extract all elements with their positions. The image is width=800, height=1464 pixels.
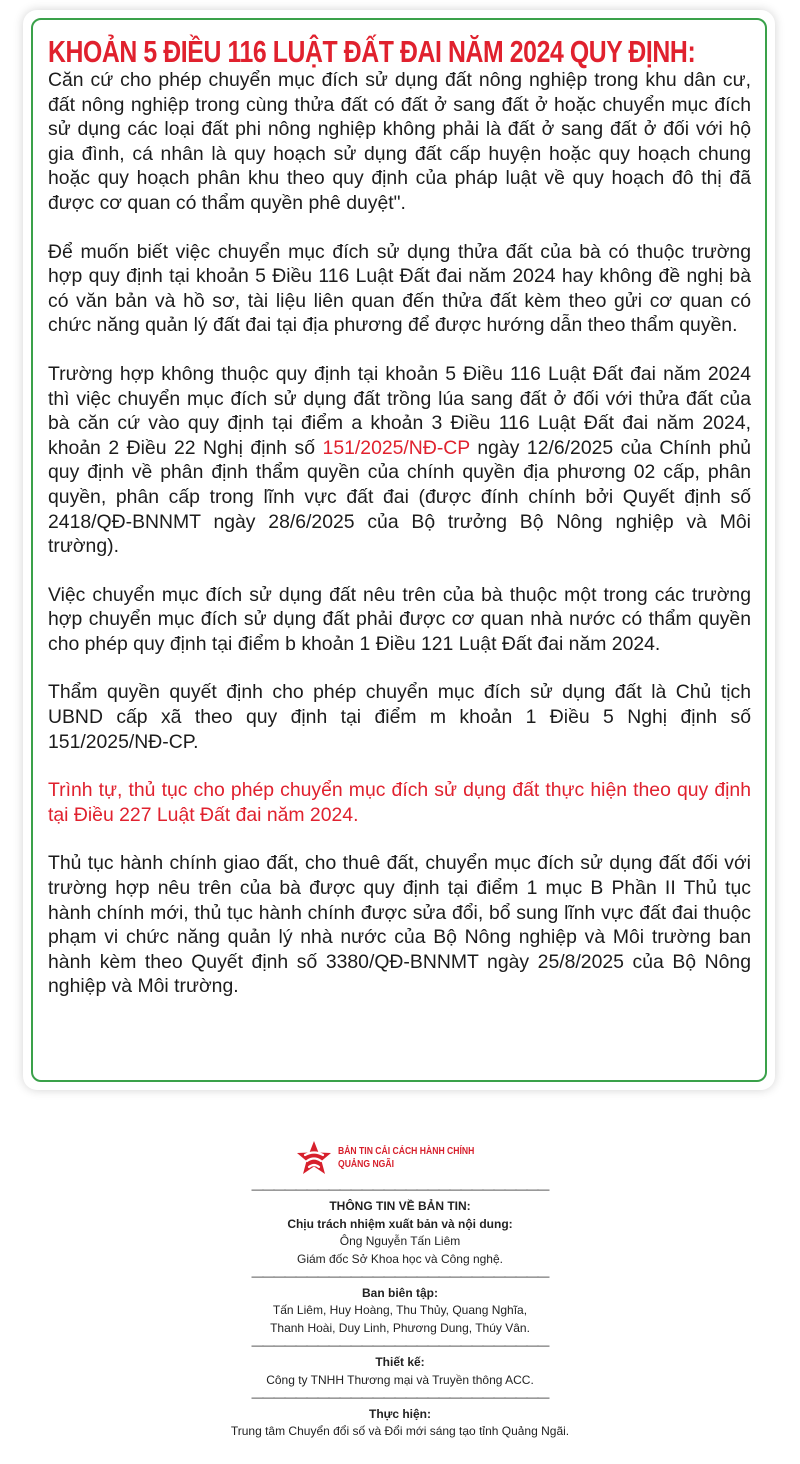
paragraph-guidance: Để muốn biết việc chuyển mục đích sử dụng thửa đất của bà có thuộc trường hợp quy định tại khoản 5 Điều 116 Luật Đất đai năm 2024 hay không đề nghị bà có văn bản và hồ sơ, tài liệu liên quan đến thửa đất kèm theo gửi cơ quan có chức năng quản lý đất đai tại địa phương để được hướng dẫn theo thẩm quyền. xyxy=(48,240,751,337)
footer-divider: ——————————————————————————— xyxy=(251,1182,549,1197)
star-emblem-icon xyxy=(296,1140,332,1176)
editorial-members-line1: Tấn Liêm, Huy Hoàng, Thu Thủy, Quang Nghĩa, xyxy=(272,1303,528,1318)
design-value: Công ty TNHH Thương mại và Truyền thông ACC. xyxy=(266,1372,534,1387)
section-heading: KHOẢN 5 ĐIỀU 116 LUẬT ĐẤT ĐAI NĂM 2024 QUY ĐỊNH: xyxy=(48,34,696,69)
paragraph-other-case-text: Trường hợp không thuộc quy định tại khoản 5 Điều 116 Luật Đất đai năm 2024 thì việc chuyển mục đích sử dụng đất trồng lúa sang đất ở đối với thửa đất của bà căn cứ vào quy định tại điểm a khoản 3 Điều 116 Luật Đất đai năm 2024, khoản 2 Điều 22 Nghị định số xyxy=(48,362,751,459)
paragraph-procedure-highlight: Trình tự, thủ tục cho phép chuyển mục đích sử dụng đất thực hiện theo quy định tại Điều 227 Luật Đất đai năm 2024. xyxy=(48,779,751,826)
content-card xyxy=(31,18,767,1082)
responsible-name: Ông Nguyễn Tấn Liêm xyxy=(339,1234,461,1249)
newsletter-logo xyxy=(296,1138,504,1178)
info-title: THÔNG TIN VỀ BẢN TIN: xyxy=(329,1199,471,1214)
execution-label: Thực hiện: xyxy=(368,1407,432,1422)
editorial-label: Ban biên tập: xyxy=(361,1286,438,1301)
paragraph-other-case-text-end: ngày 12/6/2025 của Chính phủ quy định về phân định thẩm quyền của chính quyền địa phương 02 cấp, phân quyền, phân cấp trong lĩnh vực đất đai (được đính chính bởi Quyết định số 2418/QĐ-BNNMT ngày 28/6/2025 của Bộ trưởng Bộ Nông nghiệp và Môi trường). xyxy=(48,436,752,558)
decree-link[interactable]: 151/2025/NĐ-CP xyxy=(322,436,470,459)
responsible-label: Chịu trách nhiệm xuất bản và nội dung: xyxy=(287,1216,513,1231)
editorial-members-line2: Thanh Hoài, Duy Linh, Phương Dung, Thúy Vân. xyxy=(270,1320,530,1335)
responsible-role: Giám đốc Sở Khoa học và Công nghệ. xyxy=(297,1251,503,1266)
newsletter-footer xyxy=(0,1138,800,1441)
logo-text-line1: BẢN TIN CẢI CÁCH HÀNH CHÍNH xyxy=(337,1145,475,1157)
paragraph-admin-procedure: Thủ tục hành chính giao đất, cho thuê đất, chuyển mục đích sử dụng đất đối với trường hợp nêu trên của bà được quy định tại điểm 1 mục B Phần II Thủ tục hành chính mới, thủ tục hành chính được sửa đổi, bổ sung lĩnh vực đất đai thuộc phạm vi chức năng quản lý nhà nước của Bộ Nông nghiệp và Môi trường ban hành kèm theo Quyết định số 3380/QĐ-BNNMT ngày 25/8/2025 của Bộ Nông nghiệp và Môi trường. xyxy=(48,852,751,998)
footer-divider: ——————————————————————————— xyxy=(251,1269,549,1284)
footer-divider: ——————————————————————————— xyxy=(251,1390,549,1405)
logo-text-line2: QUẢNG NGÃI xyxy=(337,1158,394,1170)
logo-text xyxy=(338,1145,474,1171)
footer-divider: ——————————————————————————— xyxy=(251,1338,549,1353)
design-label: Thiết kế: xyxy=(375,1355,425,1370)
paragraph-other-case xyxy=(48,362,751,559)
paragraph-authority: Thẩm quyền quyết định cho phép chuyển mục đích sử dụng đất là Chủ tịch UBND cấp xã theo quy định tại điểm m khoản 1 Điều 5 Nghị định số 151/2025/NĐ-CP. xyxy=(48,681,751,753)
execution-value: Trung tâm Chuyển đổi số và Đổi mới sáng tạo tỉnh Quảng Ngãi. xyxy=(230,1424,570,1439)
paragraph-permission-case: Việc chuyển mục đích sử dụng đất nêu trên của bà thuộc một trong các trường hợp chuyển mục đích sử dụng đất phải được cơ quan nhà nước có thẩm quyền cho phép quy định tại điểm b khoản 1 Điều 121 Luật Đất đai năm 2024. xyxy=(48,583,751,655)
paragraph-legal-basis: Căn cứ cho phép chuyển mục đích sử dụng đất nông nghiệp trong khu dân cư, đất nông nghiệp trong cùng thửa đất có đất ở sang đất ở hoặc chuyển mục đích sử dụng các loại đất phi nông nghiệp không phải là đất ở sang đất ở đối với hộ gia đình, cá nhân là quy hoạch sử dụng đất cấp huyện hoặc quy hoạch chung hoặc quy hoạch phân khu theo quy định của pháp luật về quy hoạch đô thị đã được cơ quan có thẩm quyền phê duyệt". xyxy=(48,69,751,214)
